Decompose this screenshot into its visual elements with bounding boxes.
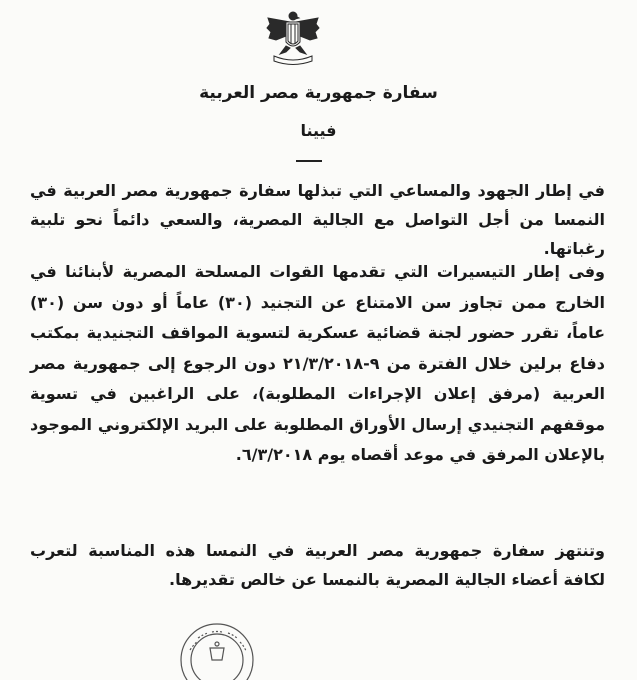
city-name: فيينا	[300, 121, 337, 140]
eagle-emblem-icon	[264, 8, 322, 68]
header-divider	[296, 160, 322, 162]
paragraph-closing: وتنتهز سفارة جمهورية مصر العربية في النمسا هذه المناسبة لتعرب لكافة أعضاء الجالية المصرية بالنمسا عن خالص تقديرها.	[30, 541, 605, 589]
embassy-title: سفارة جمهورية مصر العربية	[199, 83, 438, 103]
paragraph-military-committee: وفى إطار التيسيرات التي تقدمها القوات المسلحة المصرية لأبنائنا في الخارج ممن تجاوز سن الامتناع عن التجنيد (٣٠) عاماً أو دون سن (٣٠) عاماً، تقرر حضور لجنة قضائية عسكرية لتسوية المواقف التجنيدية بمكتب دفاع برلين خلال الفترة من ٩-٢١/٣/٢٠١٨ دون الرجوع إلى جمهورية مصر العربية (مرفق إعلان الإجراءات المطلوبة)، على الراغبين في تسوية موقفهم التجنيدي إرسال الأوراق المطلوبة على البريد الإلكتروني الموجود بالإعلان المرفق في موعد أقصاه يوم ٦/٣/٢٠١٨.	[30, 262, 606, 464]
embassy-seal-icon	[176, 620, 258, 680]
paragraph-intro: في إطار الجهود والمساعي التي تبذلها سفارة جمهورية مصر العربية في النمسا من أجل التواصل مع الجالية المصرية، والسعي دائماً نحو تلبية رغباتها.	[30, 181, 605, 258]
